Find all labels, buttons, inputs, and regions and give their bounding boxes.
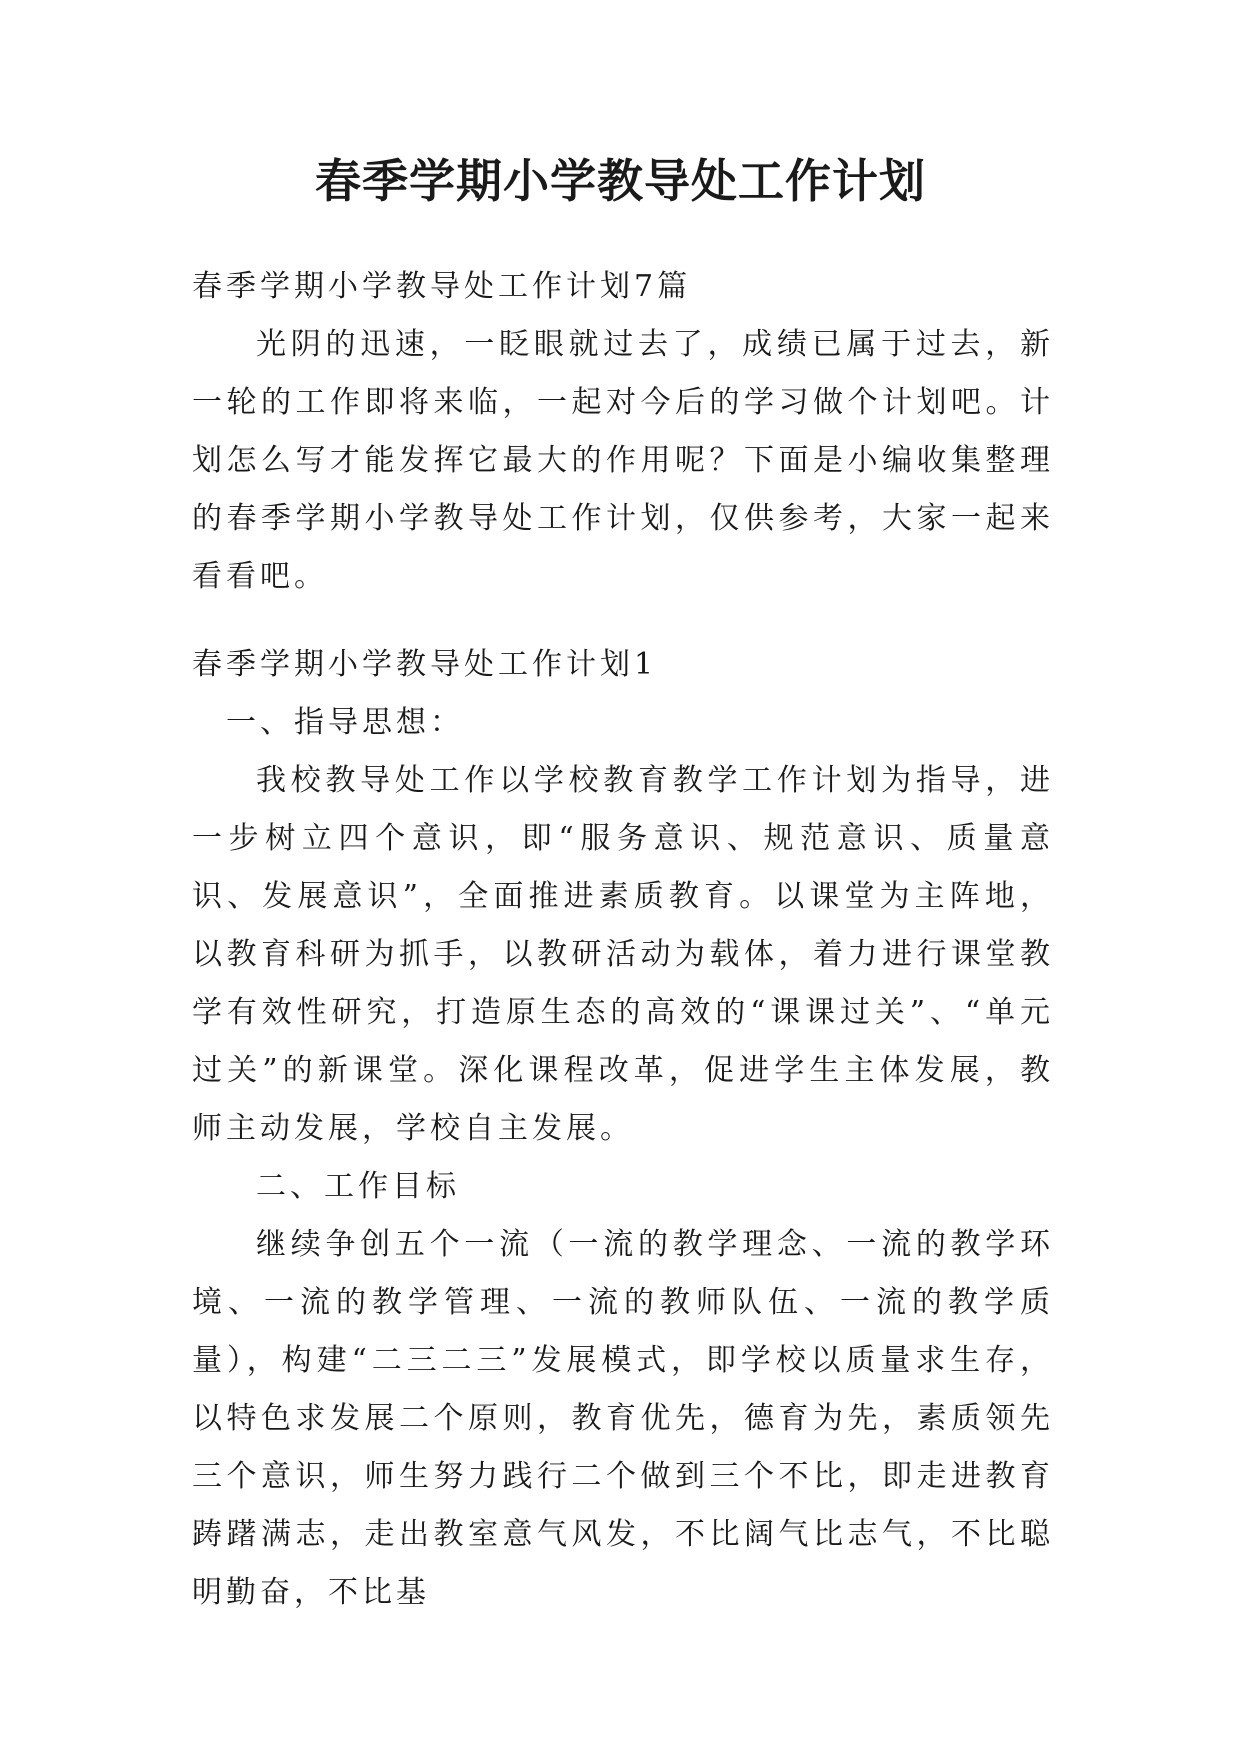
document-body xyxy=(192,258,1054,1622)
paragraph-work-goals: 继续争创五个一流（一流的教学理念、一流的教学环境、一流的教学管理、一流的教师队伍、一流的教学质量），构建“二三二三”发展模式，即学校以质量求生存，以特色求发展二个原则，教育优先，德育为先，素质领先三个意识，师生努力践行二个做到三个不比，即走进教育踌躇满志，走出教室意气风发，不比阔气比志气，不比聪明勤奋，不比基 xyxy=(192,1227,1054,1610)
heading-work-goals: 二、工作目标 xyxy=(256,1169,460,1204)
section-title: 春季学期小学教导处工作计划1 xyxy=(192,647,658,682)
intro-paragraph: 光阴的迅速，一眨眼就过去了，成绩已属于过去，新一轮的工作即将来临，一起对今后的学习做个计划吧。计划怎么写才能发挥它最大的作用呢？下面是小编收集整理的春季学期小学教导处工作计划，仅供参考，大家一起来看看吧。 xyxy=(192,327,1054,594)
document-title: 春季学期小学教导处工作计划 xyxy=(315,154,926,208)
heading-guiding-thought: 一、指导思想： xyxy=(226,705,464,740)
paragraph-guiding-thought: 我校教导处工作以学校教育教学工作计划为指导，进一步树立四个意识，即“服务意识、规范意识、质量意识、发展意识”，全面推进素质教育。以课堂为主阵地，以教育科研为抓手，以教研活动为载体，着力进行课堂教学有效性研究，打造原生态的高效的“课课过关”、“单元过关”的新课堂。深化课程改革，促进学生主体发展，教师主动发展，学校自主发展。 xyxy=(192,763,1054,1146)
document-subtitle: 春季学期小学教导处工作计划7篇 xyxy=(192,269,692,304)
